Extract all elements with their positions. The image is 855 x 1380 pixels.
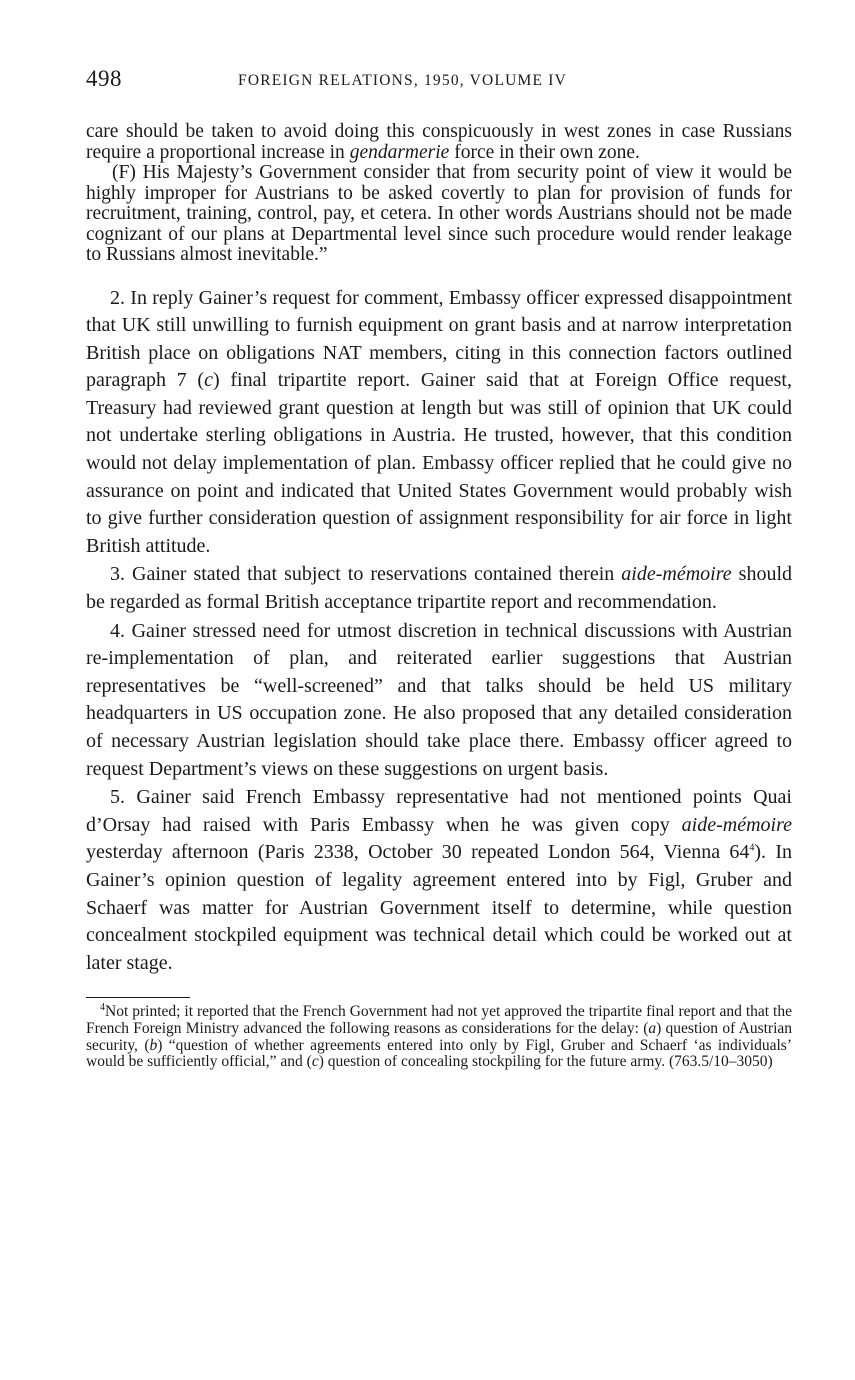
footnote: $^4$Not printed; it reported that the French Government had not yet approved the tripartite final report and that the French Foreign Ministry advanced the following reasons as considerations for the delay: (a) question of Austrian security, (b) “question of whether agreements entered into only by Figl, Gruber and Schaerf ‘as individuals’ would be sufficiently official,” and (c) question of concealing stockpiling for the future army. (763.5/10–3050): [86, 1002, 793, 1071]
running-head: FOREIGN RELATIONS, 1950, VOLUME IV: [238, 72, 567, 89]
italic-term: aide-mémoire: [681, 813, 792, 836]
footnote-marker: 4: [100, 1002, 105, 1014]
quote-continuation: care should be taken to avoid doing this conspicuously in west zones in case Russians require a proportional increase in gendarmerie force in their own zone.: [86, 121, 792, 163]
italic-term: aide-mémoire: [621, 563, 732, 586]
paragraph-5: 5. Gainer said French Embassy representative had not mentioned points Quai d’Orsay had raised with Paris Embassy when he was given copy aide-mémoire yesterday afternoon (Paris 2338, October 30 repeated London 564, Vienna $64^4$). In Gainer’s opinion question of legality agreement entered into by Figl, Gruber and Schaerf was matter for Austrian Government itself to determine, while question concealment stockpiled equipment was technical detail which could be worked out at later stage.: [86, 786, 793, 974]
paragraph-4: 4. Gainer stressed need for utmost discretion in technical discussions with Austrian re-implementation of plan, and reiterated earlier suggestions that Austrian representatives be “well-screened” and that talks should be held US military headquarters in US occupation zone. He also proposed that any detailed consideration of necessary Austrian legislation should take place there. Embassy officer agreed to request Department’s views on these suggestions on urgent basis.: [86, 619, 792, 780]
page-header: [86, 66, 792, 100]
footnote-divider: [86, 997, 190, 998]
paragraph-2: 2. In reply Gainer’s request for comment, Embassy officer expressed disappointment that UK still unwilling to furnish equipment on grant basis and at narrow interpretation British place on obligations NAT members, citing in this connection factors outlined paragraph 7 (c) final tripartite report. Gainer said that at Foreign Office request, Treasury had reviewed grant question at length but was still of opinion that UK could not undertake sterling obligations in Austria. He trusted, however, that this condition would not delay implementation of plan. Embassy officer replied that he could give no assurance on point and indicated that United States Government would probably wish to give further consideration question of assignment responsibility for air force in light British attitude.: [86, 286, 792, 557]
document-page: [86, 66, 792, 1071]
paragraph-3: 3. Gainer stated that subject to reservations contained therein aide-mémoire should be regarded as formal British acceptance tripartite report and recommendation.: [86, 563, 792, 614]
body-text: [86, 285, 792, 978]
footnote-reference: 4: [749, 842, 755, 854]
italic-term: gendarmerie: [349, 141, 450, 163]
page-number: 498: [86, 66, 122, 91]
quote-paragraph-f: (F) His Majesty’s Government consider that from security point of view it would be highly improper for Austrians to be asked covertly to plan for provision of funds for recruitment, training, control, pay, et cetera. In other words Austrians should not be made cognizant of our plans at Departmental level since such procedure would render leakage to Russians almost inevitable.”: [86, 162, 792, 265]
quoted-message: [86, 122, 792, 266]
